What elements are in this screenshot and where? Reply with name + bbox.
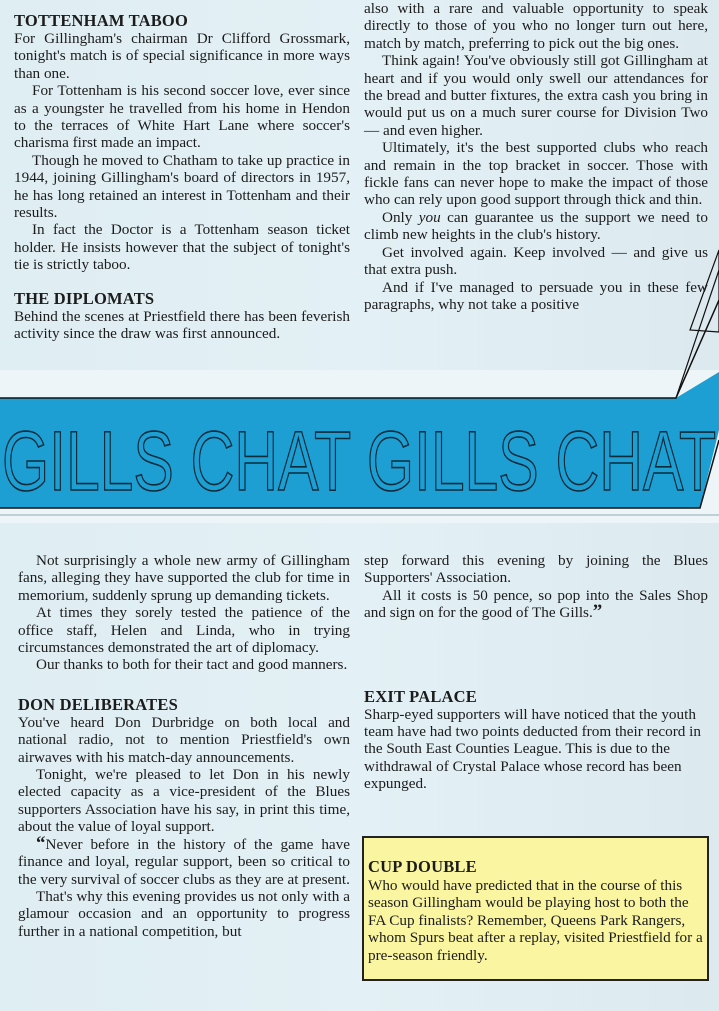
right-mid-column [364, 552, 708, 793]
banner-title: GILLS CHAT GILLS CHAT [2, 414, 716, 508]
diplomats-paragraph-1: Behind the scenes at Priestfield there has been feverish activity since the draw was first announced. [14, 307, 350, 343]
heading-don-deliberates: DON DELIBERATES [18, 694, 178, 714]
open-quote-mark: “ [36, 832, 46, 854]
right-top-paragraph-2: Think again! You've obviously still got Gillingham at heart and if you would only swell our attendances for the bread and butter fixtures, the extra cash you bring in would put us on a much surer course for Division Two — and even higher. [364, 52, 708, 139]
close-quote-mark: ” [592, 601, 603, 623]
diplomats-paragraph-4: Our thanks to both for their tact and good manners. [36, 656, 348, 674]
heading-the-diplomats: THE DIPLOMATS [14, 288, 155, 308]
cup-double-box [362, 836, 709, 981]
cup-paragraph-1: Who would have predicted that in the course of this season Gillingham would be playing host to both the FA Cup finalists? Remember, Queens Park Rangers, whom Spurs beat after a replay, visited Priestfield for a pre-season friendly. [368, 877, 703, 964]
p4-post-text: can guarantee us the support we need to climb new heights in the club's history. [364, 208, 708, 244]
right-mid-paragraph-2 [364, 587, 708, 622]
diplomats-paragraph-2: Not surprisingly a whole new army of Gillingham fans, alleging they have supported the club for time in memorium, suddenly sprung up demanding tickets. [18, 552, 350, 604]
left-top-column [14, 12, 350, 343]
right-top-paragraph-1: also with a rare and valuable opportunity to speak directly to those of you who no longer turn out here, match by match, preferring to pick out the big ones. [364, 0, 708, 52]
right-mid-paragraph-1: step forward this evening by joining the Blues Supporters' Association. [364, 552, 708, 587]
exit-paragraph-1: Sharp-eyed supporters will have noticed that the youth team have had two points deducted from their record in the South East Counties League. This is due to the withdrawal of Crystal Palace whose record has been expunged. [364, 705, 701, 793]
right-top-paragraph-5: Get involved again. Keep involved — and give us that extra push. [364, 243, 708, 279]
p4-pre-text: Only [382, 208, 419, 226]
heading-cup-double: CUP DOUBLE [368, 857, 477, 876]
don-paragraph-3 [18, 832, 350, 888]
right-mid-text: All it costs is 50 pence, so pop into the Sales Shop and sign on for the good of The Gills. [364, 586, 708, 622]
taboo-paragraph-1: For Gillingham's chairman Dr Clifford Grossmark, tonight's match is of special significance in more ways than one. [14, 30, 350, 82]
heading-exit-palace: EXIT PALACE [364, 686, 477, 706]
heading-tottenham-taboo: TOTTENHAM TABOO [14, 11, 188, 30]
taboo-paragraph-2: For Tottenham is his second soccer love, ever since as a youngster he travelled from his home in Hendon to the terraces of White Hart Lane where soccer's charisma first made an impact. [14, 82, 350, 152]
right-top-paragraph-4 [364, 209, 708, 244]
taboo-paragraph-4: In fact the Doctor is a Tottenham season ticket holder. He insists however that the subject of tonight's tie is strictly taboo. [14, 221, 350, 274]
don-paragraph-4: That's why this evening provides us not only with a glamour occasion and an opportunity to progress further in a national competition, but [18, 887, 350, 940]
don-quote-text: Never before in the history of the game have finance and loyal, regular support, been so critical to the very survival of soccer clubs as they are at present. [18, 835, 350, 888]
p4-emphasis: you [418, 208, 441, 226]
left-bottom-column [18, 552, 350, 940]
right-top-paragraph-3: Ultimately, it's the best supported clubs who reach and remain in the top bracket in soccer. Those with fickle fans can never hope to make the impact of those who can rely upon good support through thick and thin. [364, 139, 708, 209]
right-top-column [364, 0, 708, 313]
right-top-paragraph-6: And if I've managed to persuade you in these few paragraphs, why not take a positive [364, 278, 708, 313]
diplomats-paragraph-3: At times they sorely tested the patience of the office staff, Helen and Linda, who in trying circumstances demonstrated the art of diplomacy. [18, 604, 350, 657]
don-paragraph-1: You've heard Don Durbridge on both local and national radio, not to mention Priestfield's own airwaves with his match-day announcements. [18, 713, 350, 766]
don-paragraph-2: Tonight, we're pleased to let Don in his newly elected capacity as a vice-president of the Blues supporters Association have his say, in print this time, about the value of loyal support. [18, 766, 350, 836]
taboo-paragraph-3: Though he moved to Chatham to take up practice in 1944, joining Gillingham's board of directors in 1957, he has long retained an interest in Tottenham and their results. [14, 151, 350, 222]
